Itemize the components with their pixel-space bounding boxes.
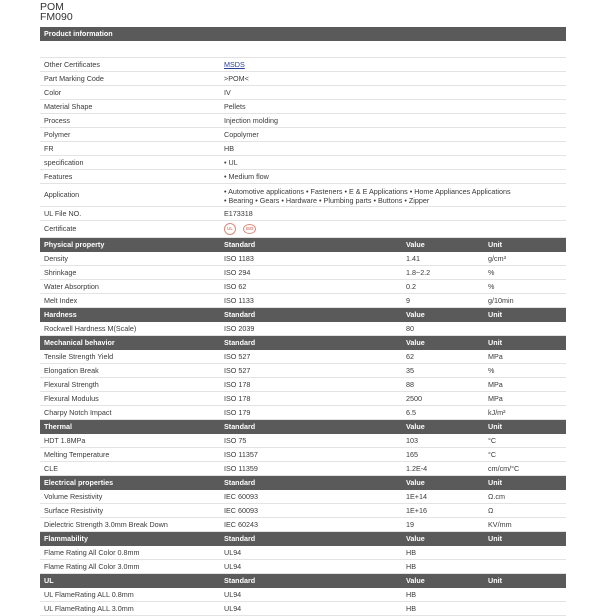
property-name: Melt Index [44,296,78,305]
property-name: Flame Rating All Color 3.0mm [44,562,140,571]
header-value: Value [406,240,425,249]
header-standard: Standard [224,338,256,347]
header-value: Value [406,478,425,487]
property-row [40,378,566,392]
property-standard: UL94 [224,548,242,557]
header-unit: Unit [488,240,502,249]
property-name: Charpy Notch Impact [44,408,112,417]
property-standard: ISO 527 [224,352,251,361]
application-line: • Bearing • Gears • Hardware • Plumbing parts • Buttons • Zipper [224,196,430,205]
info-value: Pellets [224,102,246,111]
property-unit: °C [488,450,497,459]
property-value: 19 [406,520,414,529]
property-unit: °C [488,436,497,445]
header-value: Value [406,310,425,319]
info-label: specification [44,158,84,167]
info-row-specification [40,156,566,170]
property-value: 1E+16 [406,506,427,515]
property-standard: ISO 2039 [224,324,255,333]
info-row-color [40,86,566,100]
header-standard: Standard [224,240,256,249]
property-name: CLE [44,464,58,473]
property-standard: UL94 [224,590,242,599]
header-unit: Unit [488,338,502,347]
property-row [40,364,566,378]
info-value: • UL [224,158,238,167]
header-value: Value [406,338,425,347]
property-standard: ISO 178 [224,394,251,403]
property-row [40,266,566,280]
info-label: Certificate [44,224,77,233]
header-unit: Unit [488,576,502,585]
property-value: 103 [406,436,418,445]
section-header [40,476,566,490]
property-name: Elongation Break [44,366,99,375]
property-name: Water Absorption [44,282,99,291]
property-standard: UL94 [224,562,242,571]
property-value: HB [406,562,416,571]
info-row-certificate [40,221,566,238]
info-label: Part Marking Code [44,74,104,83]
property-unit: g/cm³ [488,254,506,263]
property-value: 88 [406,380,414,389]
section-title: Hardness [44,310,77,319]
info-row-features [40,170,566,184]
property-value: 1.41 [406,254,420,263]
property-name: Density [44,254,68,263]
property-name: Tensile Strength Yield [44,352,114,361]
property-name: Rockwell Hardness M(Scale) [44,324,137,333]
section-header [40,308,566,322]
property-sections [40,238,566,616]
info-label: Polymer [44,130,71,139]
property-value: 1E+14 [406,492,427,501]
info-row-fr [40,142,566,156]
header-unit: Unit [488,422,502,431]
property-name: Shrinkage [44,268,77,277]
property-name: Flame Rating All Color 0.8mm [44,548,140,557]
property-row [40,392,566,406]
property-standard: ISO 11359 [224,464,258,473]
property-value: 1.2E-4 [406,464,428,473]
property-row [40,350,566,364]
info-value: • Medium flow [224,172,269,181]
property-row [40,490,566,504]
section-title: Product information [44,29,113,38]
section-title: Flammability [44,534,88,543]
property-row [40,434,566,448]
section-title: Thermal [44,422,72,431]
header-unit: Unit [488,534,502,543]
property-standard: ISO 62 [224,282,247,291]
property-standard: ISO 1133 [224,296,254,305]
property-standard: ISO 294 [224,268,251,277]
property-standard: ISO 11357 [224,450,258,459]
property-name: UL FlameRating ALL 3.0mm [44,604,134,613]
property-standard: UL94 [224,604,242,613]
info-label: Material Shape [44,102,93,111]
info-label: UL File NO. [44,209,82,218]
property-value: 0.2 [406,282,416,291]
property-row [40,406,566,420]
datasheet-table [40,27,566,616]
property-value: 1.8~2.2 [406,268,431,277]
property-row [40,518,566,532]
property-row [40,322,566,336]
property-row [40,252,566,266]
header-standard: Standard [224,310,256,319]
info-row-polymer [40,128,566,142]
info-label: FR [44,144,54,153]
property-value: 62 [406,352,414,361]
iso-icon: ISO [243,224,256,234]
property-unit: MPa [488,380,503,389]
property-standard: ISO 527 [224,366,251,375]
header-standard: Standard [224,422,256,431]
info-row-process [40,114,566,128]
property-name: Melting Temperature [44,450,110,459]
application-line: • Automotive applications • Fasteners • E & E Applications • Home Appliances Applications [224,187,511,196]
property-name: HDT 1.8MPa [44,436,86,445]
property-unit: KV/mm [488,520,512,529]
property-row [40,560,566,574]
property-standard: ISO 75 [224,436,247,445]
property-value: 2500 [406,394,422,403]
section-header [40,238,566,252]
application-list [224,187,511,205]
header-unit: Unit [488,478,502,487]
info-value: E173318 [224,209,253,218]
property-unit: % [488,366,495,375]
property-value: 6.5 [406,408,416,417]
grade-title: FM090 [40,11,73,23]
property-unit: MPa [488,394,503,403]
header-value: Value [406,576,425,585]
property-row [40,280,566,294]
info-label: Other Certificates [44,60,100,69]
ul-icon: UL [224,223,236,235]
property-standard: IEC 60243 [224,520,258,529]
property-value: 165 [406,450,418,459]
property-standard: IEC 60093 [224,492,258,501]
section-header [40,532,566,546]
property-standard: ISO 179 [224,408,251,417]
property-unit: Ω.cm [488,492,505,501]
info-row-material-shape [40,100,566,114]
info-value: IV [224,88,231,97]
section-title: UL [44,576,54,585]
property-standard: ISO 178 [224,380,251,389]
property-unit: MPa [488,352,503,361]
property-value: HB [406,590,416,599]
section-title: Electrical properties [44,478,114,487]
property-unit: Ω [488,506,494,515]
section-header [40,420,566,434]
info-row-other-certificates [40,58,566,72]
header-value: Value [406,534,425,543]
section-header [40,574,566,588]
section-header [40,336,566,350]
property-unit: cm/cm/°C [488,464,520,473]
material-title: POM [40,1,64,13]
property-name: Dielectric Strength 3.0mm Break Down [44,520,168,529]
info-value: >POM< [224,74,249,83]
info-value: Copolymer [224,130,259,139]
certificate-icons [224,221,256,237]
property-name: UL FlameRating ALL 0.8mm [44,590,134,599]
property-unit: % [488,282,495,291]
property-unit: kJ/m² [488,408,506,417]
property-row [40,294,566,308]
property-row [40,448,566,462]
property-value: 9 [406,296,410,305]
property-standard: IEC 60093 [224,506,258,515]
header-value: Value [406,422,425,431]
property-value: HB [406,548,416,557]
header-standard: Standard [224,576,256,585]
property-unit: g/10min [488,296,514,305]
header-standard: Standard [224,478,256,487]
property-row [40,462,566,476]
property-row [40,602,566,616]
property-value: 80 [406,324,414,333]
section-header-product-info [40,27,566,41]
info-row-part-marking-code [40,72,566,86]
msds-link[interactable]: MSDS [224,60,245,69]
info-label: Features [44,172,73,181]
info-row-ul-file [40,207,566,221]
property-row [40,546,566,560]
info-value: HB [224,144,234,153]
info-value: Injection molding [224,116,278,125]
info-label: Application [44,190,80,199]
info-label: Process [44,116,70,125]
section-title: Mechanical behavior [44,338,115,347]
property-name: Flexural Strength [44,380,99,389]
property-standard: ISO 1183 [224,254,254,263]
property-value: 35 [406,366,414,375]
property-value: HB [406,604,416,613]
header-standard: Standard [224,534,256,543]
section-title: Physical property [44,240,105,249]
info-label: Color [44,88,62,97]
header-unit: Unit [488,310,502,319]
spacer-row [40,41,566,58]
property-row [40,504,566,518]
property-name: Flexural Modulus [44,394,99,403]
property-name: Surface Resistivity [44,506,104,515]
info-row-application [40,184,566,207]
property-name: Volume Resistivity [44,492,103,501]
property-unit: % [488,268,495,277]
